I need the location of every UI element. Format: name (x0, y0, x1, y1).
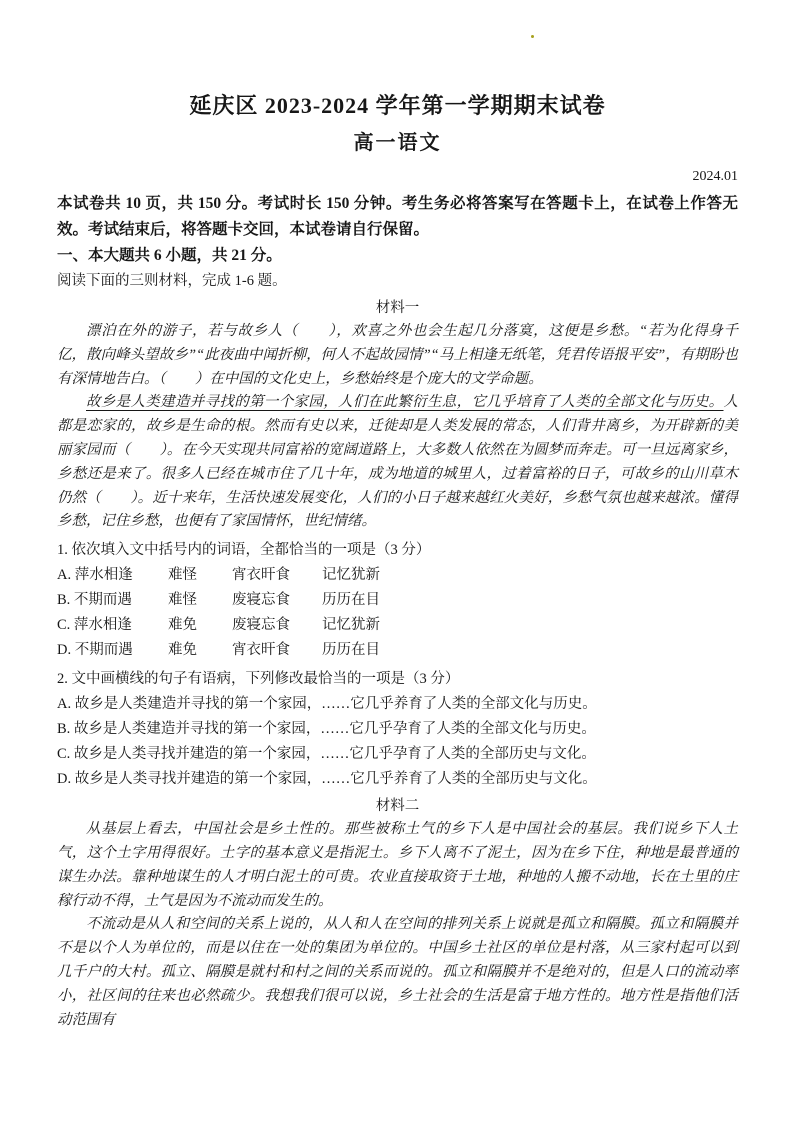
option-cell: 历历在目 (322, 592, 380, 609)
option-cell: 难怪 (168, 592, 197, 609)
option-cell: 废寝忘食 (232, 617, 290, 634)
scan-artifact-dot (531, 35, 534, 38)
option-cell: C. 萍水相逢 (57, 617, 132, 634)
question-1-option-a (57, 563, 738, 588)
option-cell: B. 不期而遇 (57, 592, 132, 609)
option-cell: 废寝忘食 (232, 592, 290, 609)
question-1-option-d (57, 638, 738, 663)
question-2-option-a: A. 故乡是人类建造并寻找的第一个家园，……它几乎养育了人类的全部文化与历史。 (57, 696, 597, 713)
question-1-option-b (57, 588, 738, 613)
material-one-paragraph-2 (57, 391, 738, 534)
question-1-option-c (57, 613, 738, 638)
option-cell: 难免 (168, 617, 197, 634)
option-cell: 记忆犹新 (322, 567, 380, 584)
material-one-paragraph-1: 漂泊在外的游子，若与故乡人（ ），欢喜之外也会生起几分落寞，这便是乡愁。“若为化得身千亿，散向峰头望故乡”“此夜曲中闻折柳，何人不起故园情”“马上相逢无纸笔，凭君传语报平安”，有期盼也有深情地告白。（ ）在中国的文化史上，乡愁始终是个庞大的文学命题。 (57, 323, 738, 387)
exam-notice: 本试卷共 10 页，共 150 分。考试时长 150 分钟。考生务必将答案写在答题卡上，在试卷上作答无效。考试结束后，将答题卡交回，本试卷请自行保留。 (57, 195, 738, 238)
exam-date: 2024.01 (692, 169, 738, 184)
material-two-paragraph-1: 从基层上看去，中国社会是乡土性的。那些被称土气的乡下人是中国社会的基层。我们说乡下人土气，这个土字用得很好。土字的基本意义是指泥土。乡下人离不了泥土，因为在乡下住，种地是最普通的谋生办法。靠种地谋生的人才明白泥土的可贵。农业直接取资于土地，种地的人搬不动地，长在土里的庄稼行动不得，土气是因为不流动而发生的。 (57, 821, 738, 909)
exam-subject: 高一语文 (353, 132, 442, 154)
option-cell: 宵衣旰食 (232, 567, 290, 584)
option-cell: D. 不期而遇 (57, 642, 133, 659)
material-two-paragraph-2: 不流动是从人和空间的关系上说的，从人和人在空间的排列关系上说就是孤立和隔膜。孤立和隔膜并不是以个人为单位的，而是以住在一处的集团为单位的。中国乡土社区的单位是村落，从三家村起可以到几千户的大村。孤立、隔膜是就村和村之间的关系而说的。孤立和隔膜并不是绝对的，但是人口的流动率小，社区间的往来也必然疏少。我想我们很可以说，乡土社会的生活是富于地方性的。地方性是指他们活动范围有 (57, 916, 738, 1028)
question-2-option-c: C. 故乡是人类寻找并建造的第一个家园，……它几乎孕育了人类的全部历史与文化。 (57, 746, 596, 763)
question-2-option-d: D. 故乡是人类寻找并建造的第一个家园，……它几乎养育了人类的全部历史与文化。 (57, 771, 597, 788)
option-cell: 难怪 (168, 567, 197, 584)
section-one-heading: 一、本大题共 6 小题，共 21 分。 (57, 247, 282, 264)
reading-instruction: 阅读下面的三则材料，完成 1-6 题。 (57, 273, 287, 289)
option-cell: 记忆犹新 (322, 617, 380, 634)
question-2-stem: 2. 文中画横线的句子有语病，下列修改最恰当的一项是（3 分） (57, 671, 460, 688)
question-2-option-b: B. 故乡是人类建造并寻找的第一个家园，……它几乎孕育了人类的全部文化与历史。 (57, 721, 596, 738)
material-two-heading: 材料二 (375, 798, 420, 815)
option-cell: A. 萍水相逢 (57, 567, 133, 584)
exam-title: 延庆区 2023-2024 学年第一学期期末试卷 (189, 93, 606, 118)
material-one-paragraph-2-rest: 人都是恋家的，故乡是生命的根。然而有史以来，迁徙却是人类发展的常态，人们背井离乡，为开辟新的美丽家园而（ ）。在今天实现共同富裕的宽阔道路上，大多数人依然在为圆梦而奔走。可一旦远离家乡，乡愁还是来了。很多人已经在城市住了几十年，成为地道的城里人，过着富裕的日子，可故乡的山川草木仍然（ ）。近十来年，生活快速发展变化，人们的小日子越来越红火美好，乡愁气氛也越来越浓。懂得乡愁，记住乡愁，也便有了家国情怀，世纪情绪。 (57, 394, 738, 530)
underlined-sentence: 故乡是人类建造并寻找的第一个家园，人们在此繁衍生息，它几乎培育了人类的全部文化与历史。 (86, 394, 724, 411)
option-cell: 难免 (168, 642, 197, 659)
option-cell: 历历在目 (322, 642, 380, 659)
question-1-stem: 1. 依次填入文中括号内的词语，全都恰当的一项是（3 分） (57, 542, 431, 559)
material-one-heading: 材料一 (375, 300, 420, 316)
option-cell: 宵衣旰食 (232, 642, 290, 659)
